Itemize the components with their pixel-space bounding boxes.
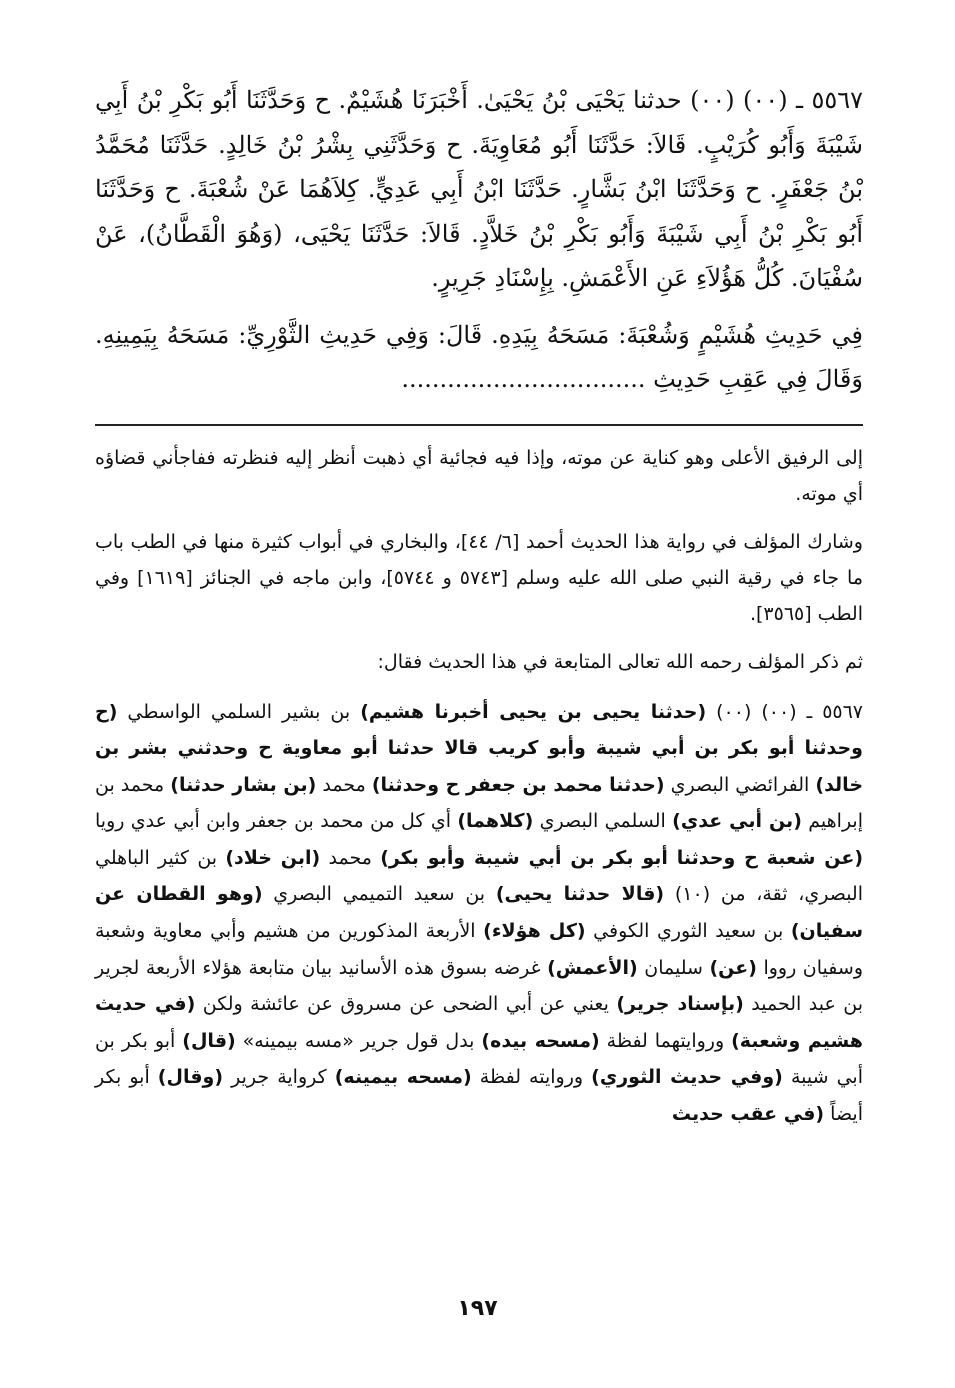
text-segment: بن كثير الباهلي البصري، ثقة، من (١٠) [95, 846, 863, 906]
text-segment: الأربعة المذكورين من هشيم وأبي معاوية وشعبة وسفيان رووا [95, 920, 863, 979]
commentary-paragraph-1: إلى الرفيق الأعلى وهو كناية عن موته، وإذا فيه فجائية أي ذهبت أنظر إليه فنظرته ففاجأني قضاؤه أي موته. [95, 446, 863, 505]
text-segment: محمد [320, 846, 381, 869]
bold-segment: (وقال) [157, 1066, 224, 1089]
bold-segment: (مسحه بيده) [481, 1029, 600, 1052]
text-segment: بن سعيد التميمي البصري [262, 883, 496, 906]
bold-segment: (في عقب حديث [671, 1103, 825, 1126]
text-segment: وروايتهما لفظة [599, 1029, 732, 1052]
bold-segment: (عن شعبة ح وحدثنا أبو بكر بن أبي شيبة وأبو بكر) [380, 846, 864, 869]
text-segment: بن بشير السلمي الواسطي [117, 700, 361, 723]
bold-segment: (مسحه بيمينه) [334, 1066, 472, 1089]
text-segment: بن سعيد الثوري الكوفي [585, 920, 791, 943]
text-segment: كرواية جرير [223, 1066, 335, 1089]
hadith-paragraph-2 [95, 313, 863, 402]
text-segment: يعني عن أبي الضحى عن مسروق عن عائشة ولكن [195, 993, 617, 1016]
bold-segment: (قال) [182, 1029, 236, 1052]
bold-segment: (بإسناد جرير) [616, 993, 744, 1016]
text-segment: السلمي البصري [533, 810, 673, 833]
text-segment: أي كل من محمد بن جعفر وابن أبي عدي رويا [95, 810, 458, 833]
page-number: ١٩٧ [457, 1296, 498, 1321]
bold-segment: (حدثنا يحيى بن يحيى أخبرنا هشيم) [360, 700, 707, 723]
hadith-paragraph-2-text: فِي حَدِيثِ هُشَيْمٍ وَشُعْبَةَ: مَسَحَهُ بِيَدِهِ. قَالَ: وَفِي حَدِيثِ الثَّوْرِيِّ: مَسَحَهُ بِيَمِينِهِ. وَقَالَ فِي عَقِبِ حَدِيثِ [95, 320, 863, 393]
bold-segment: (عن) [709, 956, 757, 979]
commentary-paragraph-2: وشارك المؤلف في رواية هذا الحديث أحمد [٦/ ٤٤]، والبخاري في أبواب كثيرة منها في الطب باب ما جاء في رقية النبي صلى الله عليه وسلم [٥٧٤٣ و ٥٧٤٤]، وابن ماجه في الجنائز [١٦١٩] وفي الطب [٣٥٦٥]. [95, 530, 863, 625]
text-segment: وروايته لفظة [471, 1066, 592, 1089]
bold-segment: (ح وحدثنا أبو بكر بن أبي شيبة وأبو كريب قالا حدثنا أبو معاوية ح وحدثني بشر بن خالد) [95, 700, 864, 796]
page-body [95, 78, 863, 1133]
bold-segment: (قالا حدثنا يحيى) [495, 883, 665, 906]
hadith-paragraph-1: ٥٥٦٧ ـ (٠٠) (٠٠) حدثنا يَحْيَى بْنُ يَحْيَىٰ. أَخْبَرَنَا هُشَيْمٌ. ح وَحَدَّثَنَا أَبُو بَكْرِ بْنُ أَبِي شَيْبَةَ وَأَبُو كُرَيْبٍ. قَالاَ: حَدَّثَنَا أَبُو مُعَاوِيَةَ. ح وَحَدَّثَنِي بِشْرُ بْنُ خَالِدٍ. حَدَّثَنَا مُحَمَّدُ بْنُ جَعْفَرٍ. ح وَحَدَّثَنَا ابْنُ بَشَّارٍ. حَدَّثَنَا ابْنُ أَبِي عَدِيٍّ. كِلاَهُمَا عَنْ شُعْبَةَ. ح وَحَدَّثَنَا أَبُو بَكْرِ بْنُ أَبِي شَيْبَةَ وَأَبُو بَكْرِ بْنُ خَلاَّدٍ. قَالاَ: حَدَّثَنَا يَحْيَى، (وَهُوَ الْقَطَّانُ)، عَنْ سُفْيَانَ. كُلُّ هَؤُلاَءِ عَنِ الأَعْمَشِ. بِإِسْنَادِ جَرِيرٍ. [95, 86, 864, 292]
bold-segment: (في حديث هشيم وشعبة) [95, 993, 863, 1052]
text-segment: سليمان [637, 956, 710, 979]
bold-segment: (وهو القطان عن سفيان) [95, 883, 864, 943]
text-segment: الفرائضي البصري [664, 773, 816, 796]
ellipsis-dots: ................................ [401, 365, 646, 393]
bold-segment: (حدثنا محمد بن جعفر ح وحدثنا) [371, 773, 665, 796]
footnote-divider [95, 424, 863, 426]
bold-segment: (ابن خلاد) [225, 846, 321, 869]
bold-segment: (الأعمش) [547, 956, 638, 979]
bold-segment: (وفي حديث الثوري) [591, 1066, 783, 1089]
text-segment: ٥٥٦٧ ـ (٠٠) (٠٠) [706, 700, 864, 723]
text-segment: بدل قول جرير «مسه بيمينه» [235, 1029, 482, 1052]
text-segment: غرضه بسوق هذه الأسانيد بيان متابعة هؤلاء الأربعة لجرير بن عبد الحميد [95, 956, 863, 1016]
text-segment: محمد بن إبراهيم [95, 773, 863, 833]
bold-segment: (بن أبي عدي) [672, 810, 802, 833]
text-segment: أبو بكر أيضاً [95, 1066, 863, 1126]
bold-segment: (كلاهما) [457, 810, 534, 833]
sharh-paragraph [95, 694, 863, 1133]
bold-segment: (بن بشار حدثنا) [170, 773, 317, 796]
bold-segment: (كل هؤلاء) [483, 920, 586, 943]
commentary-paragraph-3: ثم ذكر المؤلف رحمه الله تعالى المتابعة في هذا الحديث فقال: [377, 650, 863, 673]
text-segment: محمد [316, 773, 372, 796]
text-segment: أبو بكر بن أبي شيبة [95, 1029, 863, 1089]
